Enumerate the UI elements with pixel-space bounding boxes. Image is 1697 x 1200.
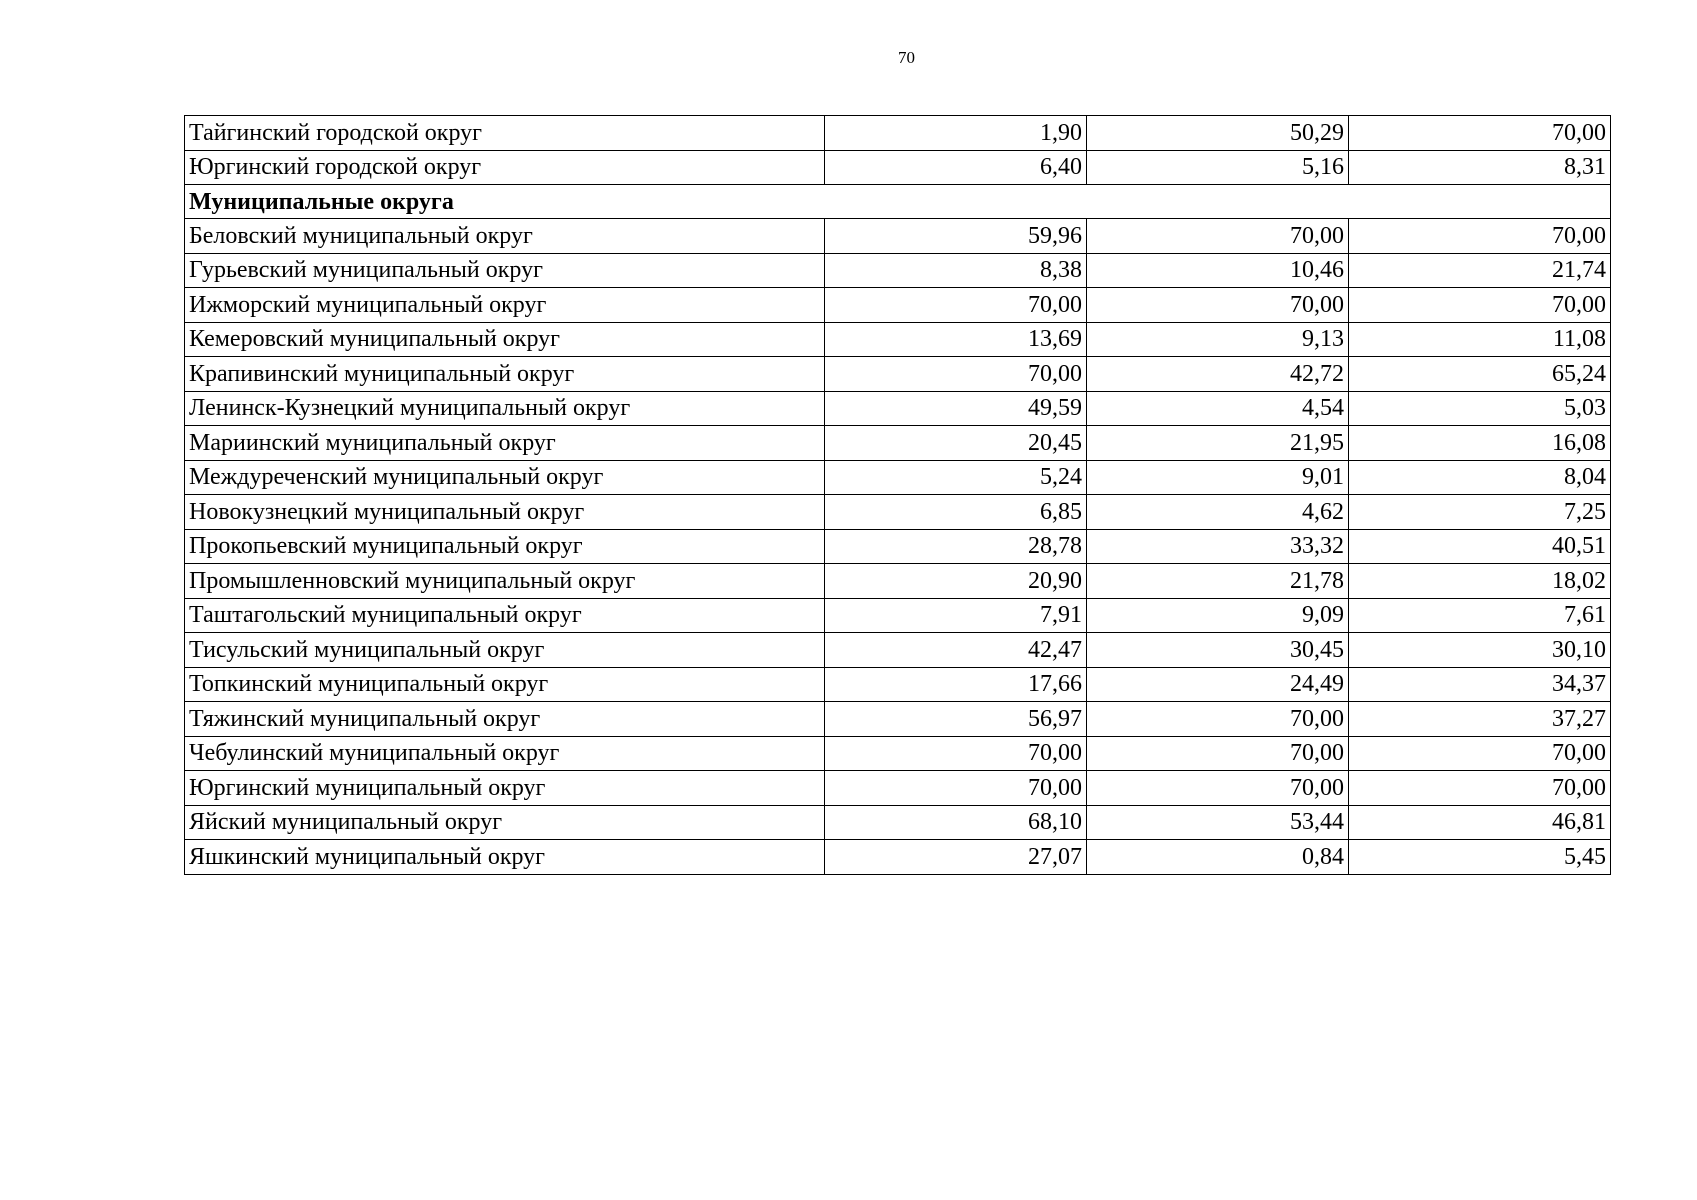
value-cell-3: 70,00 — [1349, 219, 1611, 254]
value-cell-1: 17,66 — [825, 667, 1087, 702]
value-cell-3: 21,74 — [1349, 253, 1611, 288]
value-cell-2: 9,09 — [1087, 598, 1349, 633]
value-cell-2: 30,45 — [1087, 633, 1349, 668]
value-cell-2: 70,00 — [1087, 288, 1349, 323]
value-cell-1: 20,45 — [825, 426, 1087, 461]
district-name-cell: Топкинский муниципальный округ — [185, 667, 825, 702]
value-cell-1: 1,90 — [825, 116, 1087, 151]
district-name-cell: Прокопьевский муниципальный округ — [185, 529, 825, 564]
value-cell-2: 70,00 — [1087, 771, 1349, 806]
value-cell-3: 8,31 — [1349, 150, 1611, 185]
value-cell-3: 46,81 — [1349, 805, 1611, 840]
district-name-cell: Таштагольский муниципальный округ — [185, 598, 825, 633]
table-row — [185, 253, 1611, 288]
section-title: Муниципальные округа — [185, 185, 1611, 219]
value-cell-3: 65,24 — [1349, 357, 1611, 392]
district-name-cell: Чебулинский муниципальный округ — [185, 736, 825, 771]
district-name-cell: Юргинский муниципальный округ — [185, 771, 825, 806]
value-cell-1: 70,00 — [825, 771, 1087, 806]
table-row — [185, 495, 1611, 530]
district-name-cell: Яшкинский муниципальный округ — [185, 840, 825, 875]
district-name-cell: Тайгинский городской округ — [185, 116, 825, 151]
value-cell-2: 33,32 — [1087, 529, 1349, 564]
value-cell-1: 6,40 — [825, 150, 1087, 185]
value-cell-1: 6,85 — [825, 495, 1087, 530]
data-table — [184, 115, 1611, 875]
value-cell-2: 50,29 — [1087, 116, 1349, 151]
value-cell-3: 70,00 — [1349, 116, 1611, 151]
value-cell-1: 13,69 — [825, 322, 1087, 357]
district-name-cell: Юргинский городской округ — [185, 150, 825, 185]
value-cell-1: 20,90 — [825, 564, 1087, 599]
value-cell-3: 8,04 — [1349, 460, 1611, 495]
table-row — [185, 391, 1611, 426]
district-name-cell: Тяжинский муниципальный округ — [185, 702, 825, 737]
value-cell-2: 53,44 — [1087, 805, 1349, 840]
table-row — [185, 322, 1611, 357]
table-row — [185, 426, 1611, 461]
district-name-cell: Мариинский муниципальный округ — [185, 426, 825, 461]
value-cell-3: 7,25 — [1349, 495, 1611, 530]
table-body — [185, 116, 1611, 875]
table-row — [185, 667, 1611, 702]
value-cell-3: 70,00 — [1349, 771, 1611, 806]
value-cell-2: 21,78 — [1087, 564, 1349, 599]
value-cell-1: 7,91 — [825, 598, 1087, 633]
value-cell-3: 70,00 — [1349, 288, 1611, 323]
value-cell-3: 34,37 — [1349, 667, 1611, 702]
value-cell-1: 5,24 — [825, 460, 1087, 495]
value-cell-1: 42,47 — [825, 633, 1087, 668]
value-cell-2: 21,95 — [1087, 426, 1349, 461]
value-cell-3: 70,00 — [1349, 736, 1611, 771]
page-number: 70 — [898, 48, 915, 67]
value-cell-1: 27,07 — [825, 840, 1087, 875]
value-cell-1: 49,59 — [825, 391, 1087, 426]
value-cell-2: 24,49 — [1087, 667, 1349, 702]
district-name-cell: Междуреченский муниципальный округ — [185, 460, 825, 495]
value-cell-3: 40,51 — [1349, 529, 1611, 564]
value-cell-2: 4,62 — [1087, 495, 1349, 530]
value-cell-2: 5,16 — [1087, 150, 1349, 185]
district-name-cell: Промышленновский муниципальный округ — [185, 564, 825, 599]
value-cell-1: 59,96 — [825, 219, 1087, 254]
table-row — [185, 357, 1611, 392]
district-name-cell: Новокузнецкий муниципальный округ — [185, 495, 825, 530]
value-cell-2: 9,13 — [1087, 322, 1349, 357]
district-name-cell: Тисульский муниципальный округ — [185, 633, 825, 668]
table-row — [185, 633, 1611, 668]
district-name-cell: Крапивинский муниципальный округ — [185, 357, 825, 392]
value-cell-3: 37,27 — [1349, 702, 1611, 737]
section-header-row — [185, 185, 1611, 219]
value-cell-3: 18,02 — [1349, 564, 1611, 599]
value-cell-2: 4,54 — [1087, 391, 1349, 426]
value-cell-2: 42,72 — [1087, 357, 1349, 392]
district-name-cell: Беловский муниципальный округ — [185, 219, 825, 254]
value-cell-1: 70,00 — [825, 357, 1087, 392]
value-cell-1: 56,97 — [825, 702, 1087, 737]
table-row — [185, 805, 1611, 840]
value-cell-2: 70,00 — [1087, 702, 1349, 737]
value-cell-2: 70,00 — [1087, 219, 1349, 254]
table-row — [185, 771, 1611, 806]
value-cell-2: 10,46 — [1087, 253, 1349, 288]
district-name-cell: Гурьевский муниципальный округ — [185, 253, 825, 288]
table-row — [185, 564, 1611, 599]
district-name-cell: Ленинск-Кузнецкий муниципальный округ — [185, 391, 825, 426]
table-row — [185, 150, 1611, 185]
value-cell-3: 5,45 — [1349, 840, 1611, 875]
table-row — [185, 598, 1611, 633]
value-cell-1: 70,00 — [825, 288, 1087, 323]
value-cell-1: 68,10 — [825, 805, 1087, 840]
value-cell-2: 9,01 — [1087, 460, 1349, 495]
value-cell-2: 0,84 — [1087, 840, 1349, 875]
value-cell-3: 11,08 — [1349, 322, 1611, 357]
value-cell-1: 8,38 — [825, 253, 1087, 288]
table-row — [185, 460, 1611, 495]
value-cell-1: 70,00 — [825, 736, 1087, 771]
table-row — [185, 116, 1611, 151]
value-cell-2: 70,00 — [1087, 736, 1349, 771]
value-cell-1: 28,78 — [825, 529, 1087, 564]
table-row — [185, 219, 1611, 254]
table-row — [185, 736, 1611, 771]
district-name-cell: Кемеровский муниципальный округ — [185, 322, 825, 357]
value-cell-3: 5,03 — [1349, 391, 1611, 426]
table-row — [185, 288, 1611, 323]
district-name-cell: Ижморский муниципальный округ — [185, 288, 825, 323]
value-cell-3: 30,10 — [1349, 633, 1611, 668]
table-row — [185, 529, 1611, 564]
table-row — [185, 840, 1611, 875]
table-row — [185, 702, 1611, 737]
value-cell-3: 16,08 — [1349, 426, 1611, 461]
district-name-cell: Яйский муниципальный округ — [185, 805, 825, 840]
value-cell-3: 7,61 — [1349, 598, 1611, 633]
